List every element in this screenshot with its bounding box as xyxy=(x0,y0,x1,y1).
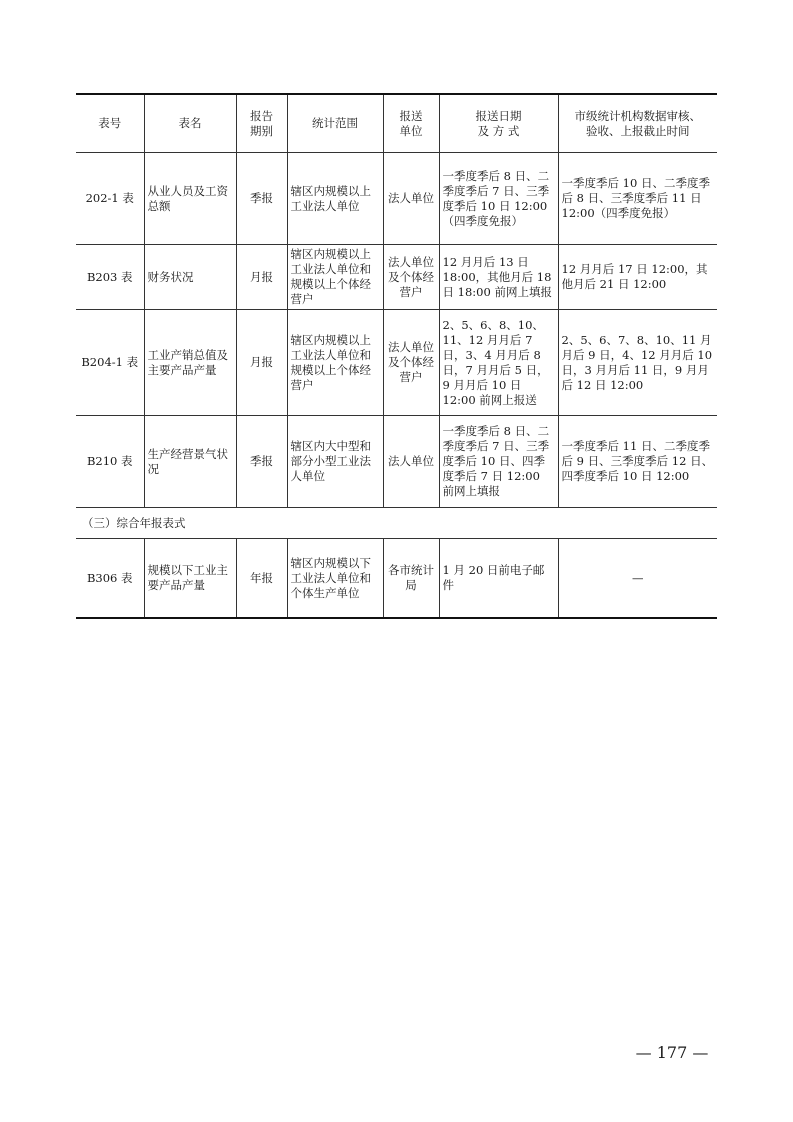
cell-date: 12 月月后 13 日 18:00，其他月后 18 日 18:00 前网上填报 xyxy=(439,245,558,310)
cell-name: 财务状况 xyxy=(144,245,236,310)
cell-code: B204-1 表 xyxy=(76,310,144,416)
cell-deadline: 12 月月后 17 日 12:00，其他月后 21 日 12:00 xyxy=(558,245,717,310)
cell-deadline: 一季度季后 10 日、二季度季后 8 日、三季度季后 11 日 12:00（四季度免报） xyxy=(558,153,717,245)
header-period xyxy=(236,94,287,153)
section-title: （三）综合年报表式 xyxy=(76,508,717,539)
header-code: 表号 xyxy=(76,94,144,153)
cell-name: 生产经营景气状况 xyxy=(144,416,236,508)
header-date-line1: 报送日期 xyxy=(475,108,522,123)
header-date-line2: 及 方 式 xyxy=(477,123,520,138)
report-schedule-table xyxy=(76,93,717,619)
cell-period: 年报 xyxy=(236,539,287,619)
cell-period: 季报 xyxy=(236,416,287,508)
table-row xyxy=(76,245,717,310)
cell-date: 一季度季后 8 日、二季度季后 7 日、三季度季后 10 日 12:00（四季度免报） xyxy=(439,153,558,245)
header-deadline-line1: 市级统计机构数据审核、 xyxy=(574,108,701,123)
table-row xyxy=(76,310,717,416)
cell-scope: 辖区内规模以上工业法人单位 xyxy=(287,153,383,245)
cell-unit: 法人单位 xyxy=(383,416,439,508)
cell-code: B306 表 xyxy=(76,539,144,619)
cell-scope: 辖区内规模以上工业法人单位和规模以上个体经营户 xyxy=(287,245,383,310)
header-deadline-line2: 验收、上报截止时间 xyxy=(586,123,690,138)
cell-code: 202-1 表 xyxy=(76,153,144,245)
cell-deadline: — xyxy=(558,539,717,619)
cell-deadline: 一季度季后 11 日、二季度季后 9 日、三季度季后 12 日、四季度季后 10 日 12:00 xyxy=(558,416,717,508)
header-scope: 统计范围 xyxy=(287,94,383,153)
header-period-line2: 期别 xyxy=(250,123,273,138)
cell-scope: 辖区内规模以上工业法人单位和规模以上个体经营户 xyxy=(287,310,383,416)
cell-scope: 辖区内规模以下工业法人单位和个体生产单位 xyxy=(287,539,383,619)
table-row xyxy=(76,539,717,619)
cell-name: 规模以下工业主要产品产量 xyxy=(144,539,236,619)
header-date xyxy=(439,94,558,153)
header-deadline xyxy=(558,94,717,153)
cell-unit: 法人单位 xyxy=(383,153,439,245)
cell-name: 从业人员及工资总额 xyxy=(144,153,236,245)
cell-period: 月报 xyxy=(236,310,287,416)
cell-code: B203 表 xyxy=(76,245,144,310)
table-header-row xyxy=(76,94,717,153)
cell-period: 季报 xyxy=(236,153,287,245)
header-unit-line1: 报送 xyxy=(399,108,423,123)
page-number: — 177 — xyxy=(635,1043,709,1062)
cell-unit: 法人单位及个体经营户 xyxy=(383,245,439,310)
cell-code: B210 表 xyxy=(76,416,144,508)
cell-date: 2、5、6、8、10、11、12 月月后 7 日，3、4 月月后 8 日，7 月月后 5 日，9 月月后 10 日 12:00 前网上报送 xyxy=(439,310,558,416)
header-unit-line2: 单位 xyxy=(399,123,423,138)
header-unit xyxy=(383,94,439,153)
cell-scope: 辖区内大中型和部分小型工业法人单位 xyxy=(287,416,383,508)
cell-period: 月报 xyxy=(236,245,287,310)
cell-name: 工业产销总值及主要产品产量 xyxy=(144,310,236,416)
cell-deadline: 2、5、6、7、8、10、11 月月后 9 日，4、12 月月后 10 日，3 月月后 11 日，9 月月后 12 日 12:00 xyxy=(558,310,717,416)
table-row xyxy=(76,416,717,508)
table-row xyxy=(76,153,717,245)
cell-unit: 各市统计局 xyxy=(383,539,439,619)
section-title-row xyxy=(76,508,717,539)
cell-date: 1 月 20 日前电子邮件 xyxy=(439,539,558,619)
header-period-line1: 报告 xyxy=(250,108,273,123)
header-name: 表名 xyxy=(144,94,236,153)
cell-date: 一季度季后 8 日、二季度季后 7 日、三季度季后 10 日、四季度季后 7 日 12:00 前网上填报 xyxy=(439,416,558,508)
cell-unit: 法人单位及个体经营户 xyxy=(383,310,439,416)
